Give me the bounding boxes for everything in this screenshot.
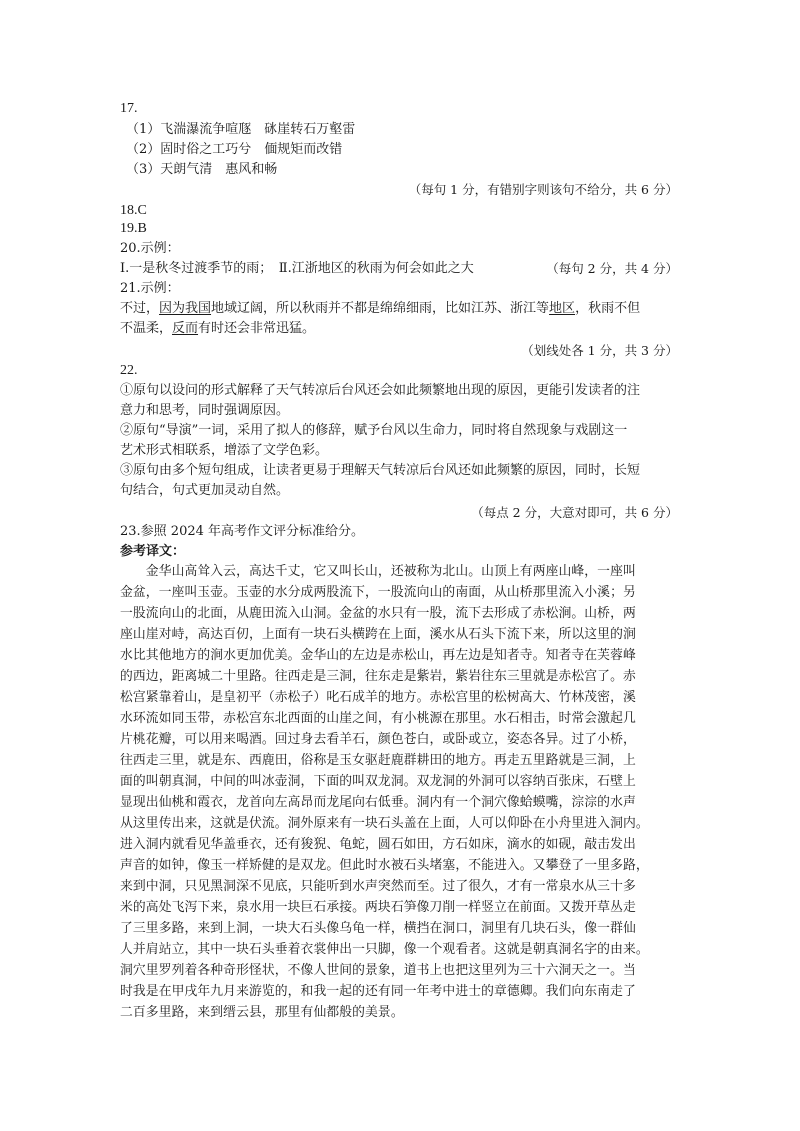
translation-line: 座山崖对峙，高达百仞，上面有一块石头横跨在上面，溪水从石头下流下来，所以这里的涧: [120, 627, 636, 642]
translation-line: 来到中洞，只见黑洞深不见底，只能听到水声突然而至。过了很久，才有一常泉水从三十多: [120, 879, 636, 894]
translation-line: 从这里传出来，这就是伏流。洞外原来有一块石头盖在上面，人可以仰卧在小舟里进入洞内。: [120, 816, 649, 831]
translation-heading: 参考译文：: [120, 544, 186, 559]
q21-text: 有时还会非常迅猛。: [198, 321, 316, 336]
translation-line: 面的叫朝真洞，中间的叫冰壶洞，下面的叫双龙洞。双龙洞的外洞可以容纳百张床，石壁上: [120, 774, 636, 789]
translation-line: 显现出仙桃和霞衣，龙首向左高昂而龙尾向右低垂。洞内有一个洞穴像蛤蟆嘴，淙淙的水声: [120, 795, 636, 810]
q17-answer-3: （3）天朗气清 惠风和畅: [126, 162, 278, 177]
translation-line: 洞穴里罗列着各种奇形怪状，不像人世间的景象，道书上也把这里列为三十六洞天之一。当: [120, 963, 636, 978]
q22-point-1-line-1: ①原句以设问的形式解释了天气转凉后台风还会如此频繁地出现的原因，更能引发读者的注: [120, 383, 641, 398]
translation-line: 金盆，一座叫玉壶。玉壶的水分成两股流下，一股流向山的南面，从山桥那里流入小溪；另: [120, 585, 636, 600]
q17-answer-2: （2）固时俗之工巧兮 偭规矩而改错: [126, 142, 343, 157]
q19-answer: 19.B: [120, 221, 147, 236]
q20-number: 20.示例：: [120, 241, 180, 256]
q20-answer: Ⅰ.一是秋冬过渡季节的雨； Ⅱ.江浙地区的秋雨为何会如此之大: [120, 261, 474, 276]
translation-line: 的西边，距离城二十里路。往西走是三洞，往东走是紫岩，紫岩往东三里就是赤松宫了。赤: [120, 669, 636, 684]
q22-point-2-line-2: 艺术形式相联系，增添了文学色彩。: [120, 443, 329, 458]
translation-line: 人并肩站立，其中一块石头垂着衣裳伸出一只脚，像一个观看者。这就是朝真洞名字的由来。: [120, 942, 649, 957]
q22-number: 22.: [120, 363, 138, 378]
translation-line: 了三里多路，来到上洞，一块大石头像乌龟一样，横挡在洞口，洞里有几块石头，像一群仙: [120, 921, 636, 936]
q20-scoring-note: （每句 2 分，共 4 分）: [546, 261, 678, 276]
q22-point-3-line-2: 句结合，句式更加灵动自然。: [120, 483, 290, 498]
translation-line: 时我是在甲戌年九月来游览的，和我一起的还有同一年考中进士的章德卿。我们向东南走了: [120, 984, 636, 999]
q22-point-3-line-1: ③原句由多个短句组成，让读者更易于理解天气转凉后台风还如此频繁的原因，同时，长短: [120, 463, 641, 478]
q21-underlined-phrase: 因为我国: [159, 301, 212, 316]
translation-line: 二百多里路，来到缙云县，那里有仙都般的美景。: [120, 1005, 404, 1020]
q21-number: 21.示例：: [120, 281, 180, 296]
q21-text: 地域辽阔，所以秋雨并不都是绵绵细雨，比如江苏、浙江等: [211, 301, 550, 316]
q21-text: ，秋雨不但: [575, 301, 641, 316]
translation-line: 进入洞内就看见华盖垂衣，还有狻猊、龟蛇，圆石如田，方石如床，滴水的如砚，敲击发出: [120, 837, 636, 852]
q21-answer-line-2: [120, 320, 680, 337]
translation-line: 水环流如同玉带，赤松宫东北西面的山崖之间，有小桃源在那里。水石相击，时常会激起几: [120, 711, 636, 726]
translation-line: 金华山高耸入云，高达千丈，它又叫长山，还被称为北山。山顶上有两座山峰，一座叫: [120, 564, 636, 579]
translation-line: 片桃花瓣，可以用来喝酒。回过身去看羊石，颜色苍白，或卧或立，姿态各异。过了小桥，: [120, 732, 636, 747]
q21-underlined-phrase: 地区: [549, 301, 576, 316]
q21-answer-line-1: [120, 300, 680, 317]
q21-scoring-note: （划线处各 1 分，共 3 分）: [521, 343, 678, 358]
translation-line: 米的高处飞泻下来，泉水用一块巨石承接。两块石笋像刀削一样竖立在前面。又拨开草丛走: [120, 900, 636, 915]
q23-answer: 23.参照 2024 年高考作文评分标准给分。: [120, 524, 365, 539]
q21-text: 不过，: [120, 301, 160, 316]
translation-line: 一股流向山的北面，从鹿田流入山洞。金盆的水只有一股，流下去形成了赤松涧。山桥，两: [120, 606, 636, 621]
translation-line: 声音的如钟，像玉一样矫健的是双龙。但此时水被石头堵塞，不能进入。又攀登了一里多路，: [120, 858, 649, 873]
translation-line: 水比其他地方的涧水更加优美。金华山的左边是赤松山，再左边是知者寺。知者寺在芙蓉峰: [120, 648, 636, 663]
q17-answer-1: （1）飞湍瀑流争喧豗 砯崖转石万壑雷: [126, 122, 356, 137]
translation-line: 松宫紧靠着山，是皇初平（赤松子）叱石成羊的地方。赤松宫里的松树高大、竹林茂密，溪: [120, 690, 636, 705]
translation-line: 往西走三里，就是东、西鹿田，俗称是玉女驱赶鹿群耕田的地方。再走五里路就是三洞，上: [120, 753, 636, 768]
q17-number: 17.: [120, 101, 138, 116]
q22-scoring-note: （每点 2 分，大意对即可，共 6 分）: [471, 505, 678, 520]
q17-scoring-note: （每句 1 分，有错别字则该句不给分，共 6 分）: [408, 182, 678, 197]
q21-underlined-phrase: 反而: [172, 321, 199, 336]
q18-answer: 18.C: [120, 203, 147, 218]
q22-point-2-line-1: ②原句“导演”一词，采用了拟人的修辞，赋予台风以生命力，同时将自然现象与戏剧这一: [120, 423, 628, 438]
q22-point-1-line-2: 意力和思考，同时强调原因。: [120, 403, 290, 418]
q21-text: 不温柔，: [120, 321, 173, 336]
